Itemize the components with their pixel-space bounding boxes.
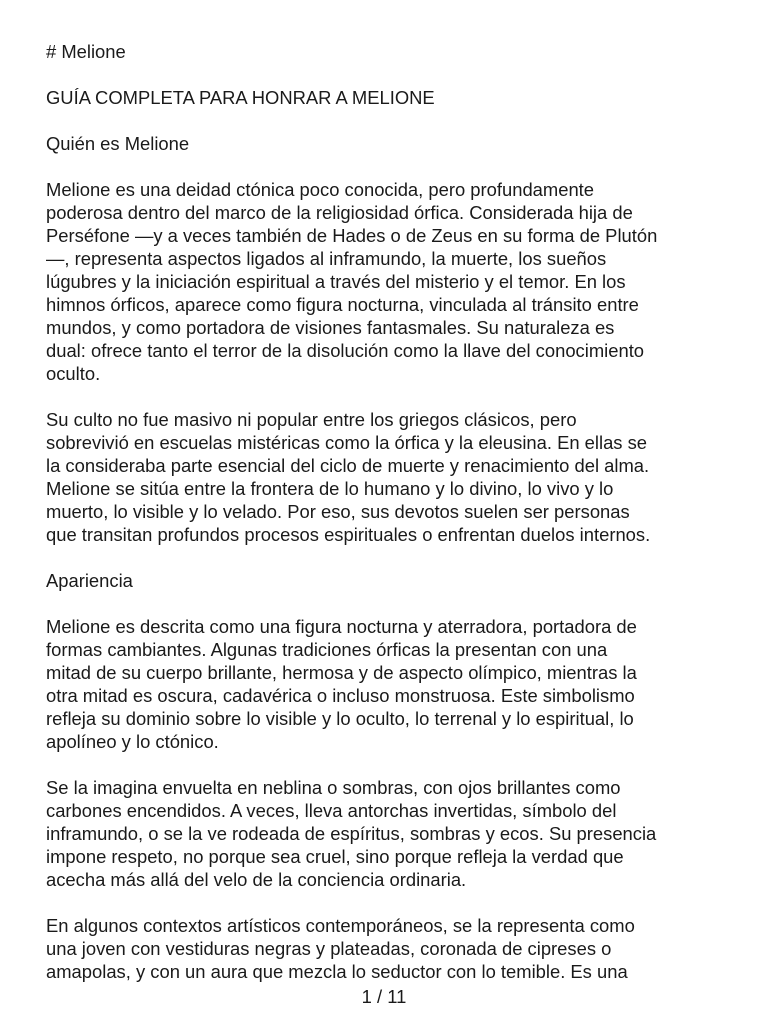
text-line: refleja su dominio sobre lo visible y lo oculto, lo terrenal y lo espiritual, lo	[46, 708, 634, 729]
text-line: impone respeto, no porque sea cruel, sino porque refleja la verdad que	[46, 846, 624, 867]
text-line: acecha más allá del velo de la conciencia ordinaria.	[46, 869, 467, 890]
document-page	[46, 40, 736, 1006]
text-line: Perséfone —y a veces también de Hades o de Zeus en su forma de Plutón	[46, 225, 658, 246]
text-line: —, representa aspectos ligados al inframundo, la muerte, los sueños	[46, 248, 607, 269]
document-heading: # Melione	[46, 41, 126, 62]
text-line: carbones encendidos. A veces, lleva antorchas invertidas, símbolo del	[46, 800, 617, 821]
document-title: GUÍA COMPLETA PARA HONRAR A MELIONE	[46, 87, 435, 108]
paragraph-intro	[46, 178, 736, 385]
text-line: formas cambiantes. Algunas tradiciones órficas la presentan con una	[46, 639, 608, 660]
text-line: lúgubres y la iniciación espiritual a través del misterio y el temor. En los	[46, 271, 626, 292]
text-line: inframundo, o se la ve rodeada de espíritus, sombras y ecos. Su presencia	[46, 823, 657, 844]
text-line: apolíneo y lo ctónico.	[46, 731, 219, 752]
text-line: poderosa dentro del marco de la religiosidad órfica. Considerada hija de	[46, 202, 633, 223]
text-line: otra mitad es oscura, cadavérica o incluso monstruosa. Este simbolismo	[46, 685, 635, 706]
paragraph-cult	[46, 408, 736, 546]
text-line: mitad de su cuerpo brillante, hermosa y de aspecto olímpico, mientras la	[46, 662, 637, 683]
text-line: muerto, lo visible y lo velado. Por eso, sus devotos suelen ser personas	[46, 501, 630, 522]
text-line: amapolas, y con un aura que mezcla lo seductor con lo temible. Es una	[46, 961, 628, 982]
page-indicator: 1 / 11	[361, 986, 407, 1007]
text-line: dual: ofrece tanto el terror de la disolución como la llave del conocimiento	[46, 340, 645, 361]
text-line: Su culto no fue masivo ni popular entre los griegos clásicos, pero	[46, 409, 577, 430]
text-line: himnos órficos, aparece como figura nocturna, vinculada al tránsito entre	[46, 294, 639, 315]
text-line: que transitan profundos procesos espirituales o enfrentan duelos internos.	[46, 524, 651, 545]
paragraph-appearance	[46, 615, 736, 753]
text-line: Melione es una deidad ctónica poco conocida, pero profundamente	[46, 179, 595, 200]
text-line: Melione se sitúa entre la frontera de lo humano y lo divino, lo vivo y lo	[46, 478, 614, 499]
text-line: mundos, y como portadora de visiones fantasmales. Su naturaleza es	[46, 317, 615, 338]
text-line: sobrevivió en escuelas mistéricas como la órfica y la eleusina. En ellas se	[46, 432, 648, 453]
text-line: una joven con vestiduras negras y plateadas, coronada de cipreses o	[46, 938, 612, 959]
text-line: oculto.	[46, 363, 101, 384]
text-line: Melione es descrita como una figura nocturna y aterradora, portadora de	[46, 616, 637, 637]
text-line: Se la imagina envuelta en neblina o sombras, con ojos brillantes como	[46, 777, 621, 798]
text-line: la consideraba parte esencial del ciclo de muerte y renacimiento del alma.	[46, 455, 650, 476]
section-heading-who: Quién es Melione	[46, 133, 190, 154]
section-heading-appearance: Apariencia	[46, 570, 133, 591]
text-line: En algunos contextos artísticos contemporáneos, se la representa como	[46, 915, 635, 936]
paragraph-imagery	[46, 776, 736, 891]
paragraph-contemporary	[46, 914, 736, 983]
